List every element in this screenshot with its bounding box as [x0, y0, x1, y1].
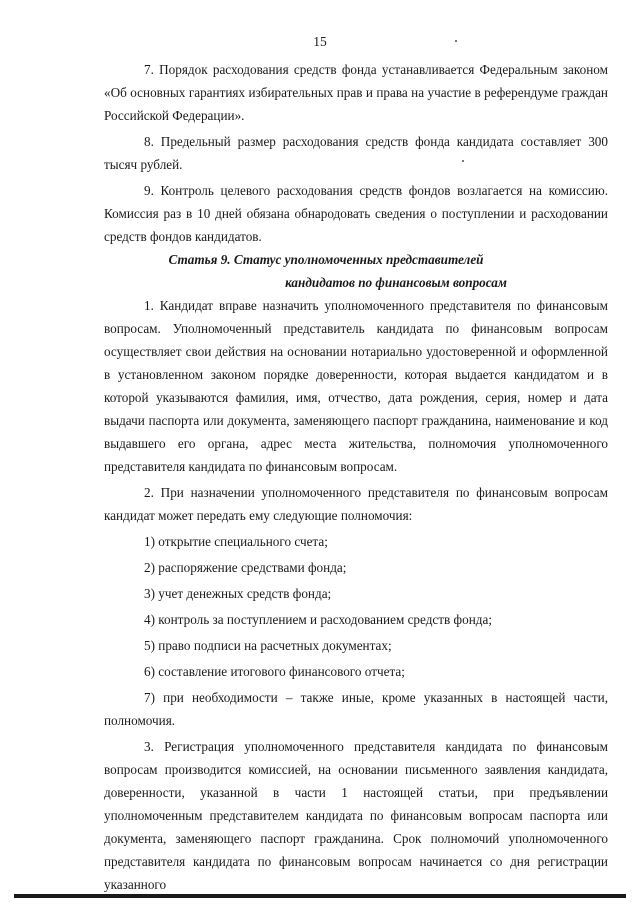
paragraph-9: 9. Контроль целевого расходования средств фондов возлагается на комиссию. Комиссия раз в 10 дней обязана обнародовать сведения о поступлении и расходовании средств фондов кандидатов.	[104, 183, 608, 244]
article-heading-line2: кандидатов по финансовым вопросам	[285, 275, 507, 290]
list-item: 7) при необходимости – также иные, кроме указанных в настоящей части, полномочия.	[104, 690, 608, 728]
paragraph-7: 7. Порядок расходования средств фонда устанавливается Федеральным законом «Об основных гарантиях избирательных прав и права на участие в референдуме граждан Российской Федерации».	[104, 62, 608, 123]
article-paragraph-1: 1. Кандидат вправе назначить уполномоченного представителя по финансовым вопросам. Уполномоченный представитель кандидата по финансовым вопросам осуществляет свои действия на основании нотариально удостоверенной и оформленной в установленном законом порядке доверенности, которая выдается кандидатом и в которой указываются фамилия, имя, отчество, дата рождения, серия, номер и дата выдачи паспорта или документа, заменяющего паспорт гражданина, наименование и код выдавшего его органа, адрес места жительства, полномочия уполномоченного представителя кандидата по финансовым вопросам.	[104, 298, 608, 474]
article-heading-line1: Статья 9. Статус уполномоченных представителей	[168, 252, 484, 267]
paragraph-8: 8. Предельный размер расходования средств фонда кандидата составляет 300 тысяч рублей.	[104, 134, 608, 172]
page-number: 15	[313, 34, 327, 49]
list-item: 2) распоряжение средствами фонда;	[144, 560, 347, 575]
list-item: 1) открытие специального счета;	[144, 534, 328, 549]
list-item: 6) составление итогового финансового отчета;	[144, 664, 405, 679]
bottom-rule	[14, 894, 626, 898]
list-item: 3) учет денежных средств фонда;	[144, 586, 332, 601]
article-paragraph-2: 2. При назначении уполномоченного представителя по финансовым вопросам кандидат может передать ему следующие полномочия:	[104, 485, 608, 523]
list-item: 4) контроль за поступлением и расходованием средств фонда;	[144, 612, 492, 627]
list-item: 5) право подписи на расчетных документах;	[144, 638, 392, 653]
scan-speck	[462, 160, 464, 162]
document-body	[104, 58, 608, 896]
scan-speck	[455, 40, 457, 42]
article-paragraph-3: 3. Регистрация уполномоченного представителя кандидата по финансовым вопросам производится комиссией, на основании письменного заявления кандидата, доверенности, указанной в части 1 настоящей статьи, при предъявлении уполномоченным представителем кандидата по финансовым вопросам паспорта или документа, заменяющего паспорт гражданина. Срок полномочий уполномоченного представителя кандидата по финансовым вопросам начинается со дня регистрации указанного	[104, 739, 608, 892]
